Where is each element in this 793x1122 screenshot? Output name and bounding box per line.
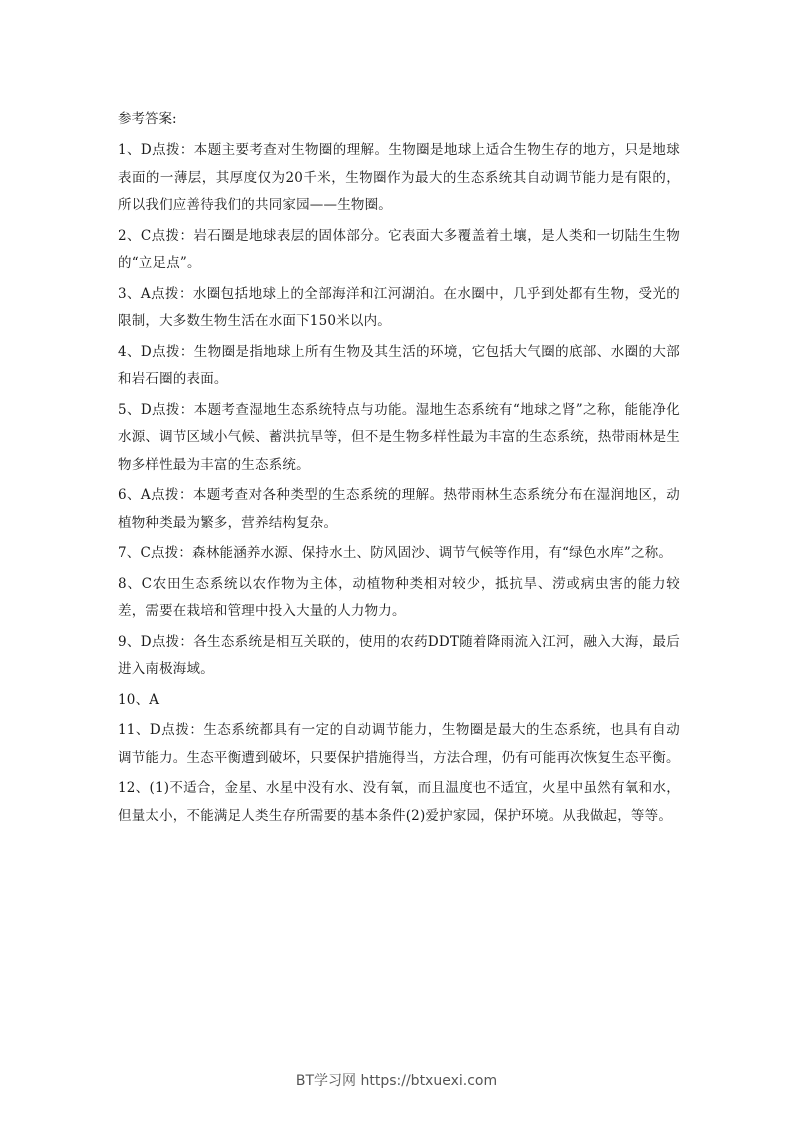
answer-item-11: 11、D点拨：生态系统都具有一定的自动调节能力，生物圈是最大的生态系统，也具有自动调节能力。生态平衡遭到破坏，只要保护措施得当，方法合理，仍有可能再次恢复生态平衡。 xyxy=(118,722,680,766)
answer-item-3: 3、A点拨：水圈包括地球上的全部海洋和江河湖泊。在水圈中，几乎到处都有生物，受光的限制，大多数生物生活在水面下150米以内。 xyxy=(118,285,680,329)
answer-item-7: 7、C点拨：森林能涵养水源、保持水土、防风固沙、调节气候等作用，有“绿色水库”之称。 xyxy=(118,545,673,561)
answer-item-5: 5、D点拨：本题考查湿地生态系统特点与功能。湿地生态系统有“地球之肾”之称，能能净化水源、调节区域小气候、蓄洪抗旱等，但不是生物多样性最为丰富的生态系统，热带雨林是生物多样性最为丰富的生态系统。 xyxy=(118,401,680,473)
answer-item-9: 9、D点拨：各生态系统是相互关联的，使用的农药DDT随着降雨流入江河，融入大海，最后进入南极海域。 xyxy=(118,633,680,677)
footer-watermark: BT学习网 https://btxuexi.com xyxy=(295,1073,498,1089)
answer-item-4: 4、D点拨：生物圈是指地球上所有生物及其生活的环境，它包括大气圈的底部、水圈的大部和岩石圈的表面。 xyxy=(118,343,680,387)
answer-item-10: 10、A xyxy=(118,691,160,708)
answer-item-12: 12、(1)不适合，金星、水星中没有水、没有氧，而且温度也不适宜，火星中虽然有氧和水，但量太小，不能满足人类生存所需要的基本条件(2)爱护家园，保护环境。从我做起，等等。 xyxy=(118,780,680,824)
answers-heading: 参考答案: xyxy=(118,111,177,127)
answer-item-6: 6、A点拨：本题考查对各种类型的生态系统的理解。热带雨林生态系统分布在湿润地区，动植物种类最为繁多，营养结构复杂。 xyxy=(118,487,680,531)
document-body xyxy=(118,106,680,833)
answer-item-1: 1、D点拨：本题主要考查对生物圈的理解。生物圈是地球上适合生物生存的地方，只是地球表面的一薄层，其厚度仅为20千米，生物圈作为最大的生态系统其自动调节能力是有限的，所以我们应善待我们的共同家园——生物圈。 xyxy=(118,142,680,213)
answer-item-8: 8、C农田生态系统以农作物为主体，动植物种类相对较少，抵抗旱、涝或病虫害的能力较差，需要在栽培和管理中投入大量的人力物力。 xyxy=(118,575,680,619)
answer-item-2: 2、C点拨：岩石圈是地球表层的固体部分。它表面大多覆盖着土壤，是人类和一切陆生生物的“立足点”。 xyxy=(118,227,680,271)
